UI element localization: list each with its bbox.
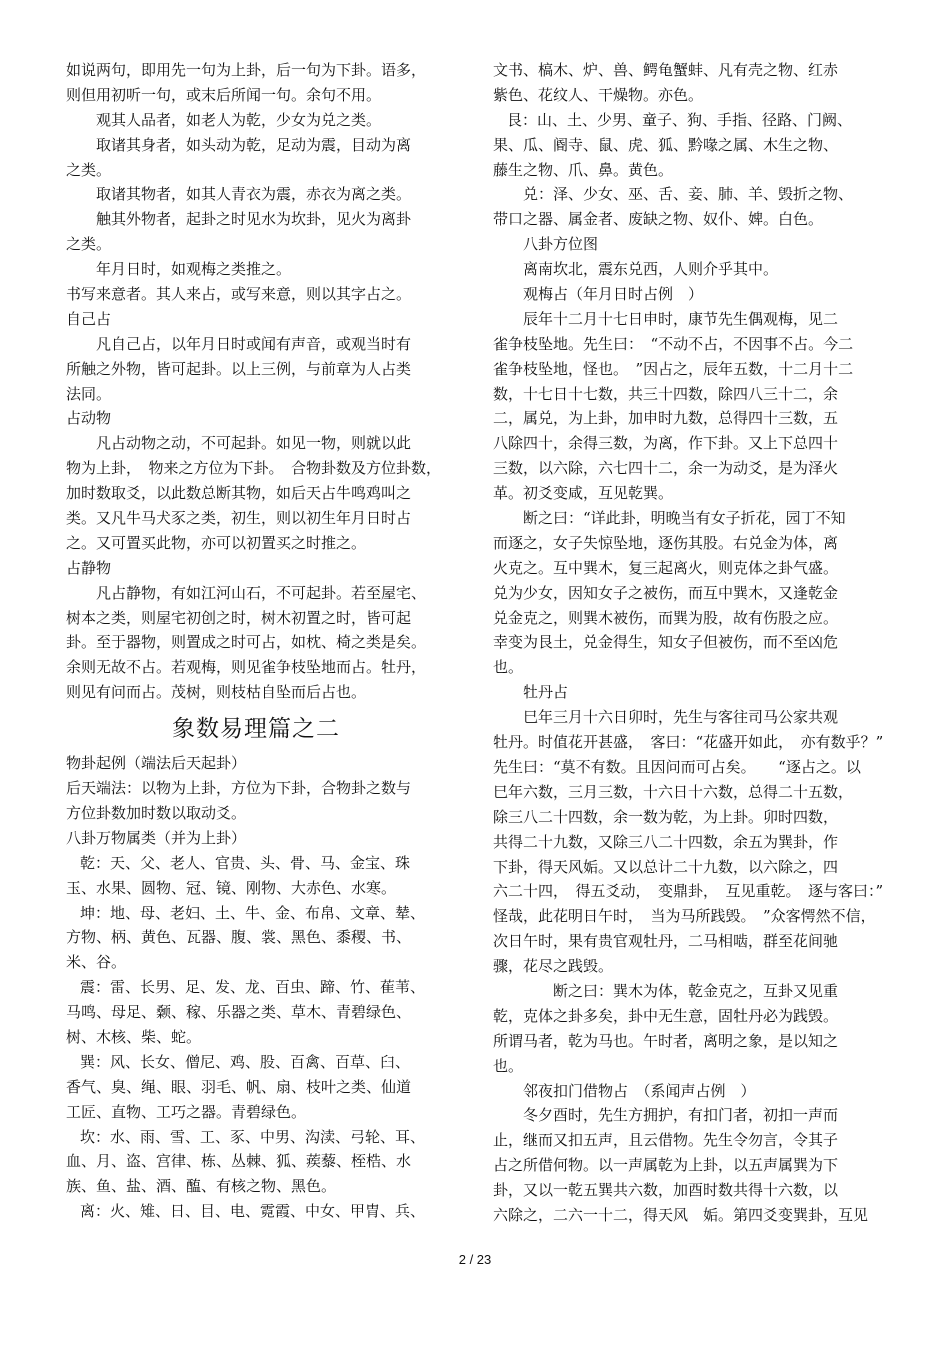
text-line: 幸变为艮土，兑金得生，知女子但被伤，而不至凶危 xyxy=(493,633,839,652)
text-line: 六除之，二六一十二，得天风 姤。第四爻变巽卦，互见 xyxy=(493,1205,869,1224)
text-line: 兑金克之，则巽木被伤，而巽为股，故有伤股之应。 xyxy=(493,608,839,627)
right-column xyxy=(493,58,883,1228)
text-line: 雀争枝坠地，怪也。 ”因占之，辰年五数，十二月十二 xyxy=(493,359,854,378)
left-text-block-1 xyxy=(66,58,446,705)
text-line: 卦，又以一乾五巽共六数，加酉时数共得十六数，以 xyxy=(493,1181,839,1200)
text-line: 凡占动物之动，不可起卦。如见一物，则就以此 xyxy=(96,434,412,453)
text-line: 血、月、盗、宫律、栋、丛棘、狐、蒺藜、桎梏、水 xyxy=(66,1152,412,1171)
text-line: 书写来意者。其人来占，或写来意，则以其字占之。 xyxy=(66,285,412,304)
text-line: 震：雷、长男、足、发、龙、百虫、蹄、竹、萑苇、 xyxy=(80,978,426,997)
text-line: 离南坎北，震东兑西，人则介乎其中。 xyxy=(523,260,779,279)
text-line: 数，十七日十七数，共三十四数，除四八三十二，余 xyxy=(493,384,839,403)
text-line: 马鸣、母足、颡、稼、乐器之类、草木、青碧绿色、 xyxy=(66,1003,412,1022)
text-line: 藤生之物、爪、鼻。黄色。 xyxy=(493,160,674,179)
text-line: 凡占静物，有如江河山石，不可起卦。若至屋宅、 xyxy=(96,583,427,602)
text-line: 骤，花尽之践毁。 xyxy=(493,957,614,976)
text-line: 树、木核、柴、蛇。 xyxy=(66,1027,202,1046)
page-number: 2 / 23 xyxy=(458,1252,492,1267)
text-line: 所谓马者，乾为马也。午时者，离明之象，是以知之 xyxy=(493,1031,839,1050)
text-line: 果、瓜、阍寺、鼠、虎、狐、黔喙之属、木生之物、 xyxy=(493,135,839,154)
left-column xyxy=(66,58,446,1224)
text-line: 凡自己占，以年月日时或闻有声音，或观当时有 xyxy=(96,334,412,353)
text-line: 六二十四， 得五爻动， 变鼎卦， 互见重乾。 逐与客曰：” xyxy=(493,882,884,901)
text-line: 断之曰：巽木为体，乾金克之，互卦又见重 xyxy=(553,981,839,1000)
text-line: 辰年十二月十七日申时，康节先生偶观梅，见二 xyxy=(523,309,839,328)
text-line: 紫色、花纹人、干燥物。亦色。 xyxy=(493,85,704,104)
text-line: 断之曰：“详此卦，明晚当有女子折花，园丁不知 xyxy=(523,509,846,528)
right-text-block xyxy=(493,58,883,1228)
text-line: 也。 xyxy=(493,1056,524,1075)
text-line: 也。 xyxy=(493,658,524,677)
text-line: 先生曰：“莫不有数。且因问而可占矣。 “逐占之。以 xyxy=(493,757,861,776)
text-line: 火克之。互中巽木，复三起离火，则克体之卦气盛。 xyxy=(493,558,839,577)
text-line: 则见有问而占。茂树，则枝枯自坠而后占也。 xyxy=(66,683,367,702)
text-line: 坤：地、母、老妇、土、牛、金、布帛、文章、辇、 xyxy=(80,903,426,922)
text-line: 下卦，得天风姤。又以总计二十九数，以六除之，四 xyxy=(493,857,839,876)
text-line: 兑为少女，因知女子之被伤，而互中巽木，又逢乾金 xyxy=(493,583,839,602)
text-line: 乾，克体之卦多矣，卦中无生意，固牡丹必为践毁。 xyxy=(493,1006,839,1025)
text-line: 物卦起例（端法后天起卦） xyxy=(66,754,247,773)
text-line: 自己占 xyxy=(66,309,112,328)
text-line: 二，属兑，为上卦，加申时九数，总得四十三数，五 xyxy=(493,409,839,428)
text-line: 次日午时，果有贵官观牡丹，二马相啮，群至花间驰 xyxy=(493,932,839,951)
text-line: 文书、槁木、炉、兽、鳄龟蟹蚌、凡有壳之物、红赤 xyxy=(493,61,839,79)
text-line: 巳年六数，三月三数，十六日十六数，总得二十五数， xyxy=(493,782,854,801)
text-line: 带口之器、属金者、废缺之物、奴仆、婢。白色。 xyxy=(493,210,824,229)
text-line: 加时数取爻，以此数总断其物，如后天占牛鸣鸡叫之 xyxy=(66,484,412,503)
section-heading: 象数易理篇之二 xyxy=(172,716,340,743)
text-line: 方物、柄、黄色、瓦器、腹、裳、黑色、黍稷、书、 xyxy=(66,928,412,947)
text-line: 占之所借何物。以一声属乾为上卦，以五声属巽为下 xyxy=(493,1156,839,1175)
text-line: 余则无故不占。若观梅，则见雀争枝坠地而占。牡丹， xyxy=(66,658,427,677)
text-line: 后天端法：以物为上卦，方位为下卦，合物卦之数与 xyxy=(66,779,412,798)
text-line: 革。初爻变咸，互见乾巽。 xyxy=(493,484,674,503)
text-line: 则但用初听一句，或末后所闻一句。余句不用。 xyxy=(66,85,382,104)
text-line: 离：火、雉、日、目、电、霓霞、中女、甲胄、兵、 xyxy=(80,1202,426,1221)
text-line: 观其人品者，如老人为乾，少女为兑之类。 xyxy=(96,110,382,129)
text-line: 八除四十，余得三数，为离，作下卦。又上下总四十 xyxy=(493,434,839,453)
text-line: 八卦万物属类（并为上卦） xyxy=(66,828,247,847)
text-line: 物为上卦， 物来之方位为下卦。 合物卦数及方位卦数， xyxy=(66,459,442,478)
text-line: 巳年三月十六日卯时，先生与客往司马公家共观 xyxy=(523,708,839,727)
text-line: 兑：泽、少女、巫、舌、妾、肺、羊、毁折之物、 xyxy=(523,185,854,204)
text-line: 之类。 xyxy=(66,160,112,179)
text-line: 共得二十九数，又除三八二十四数，余五为巽卦，作 xyxy=(493,832,839,851)
text-line: 占静物 xyxy=(66,558,112,577)
text-line: 法同。 xyxy=(66,384,112,403)
text-line: 三数，以六除，六七四十二，余一为动爻，是为泽火 xyxy=(493,459,839,478)
text-line: 取诸其物者，如其人青衣为震，赤衣为离之类。 xyxy=(96,185,412,204)
text-line: 八卦方位图 xyxy=(523,235,599,254)
text-line: 之类。 xyxy=(66,235,112,254)
text-line: 玉、水果、圆物、冠、镜、刚物、大赤色、水寒。 xyxy=(66,878,397,897)
text-line: 怪哉，此花明日午时， 当为马所践毁。 ”众客愕然不信， xyxy=(493,907,876,926)
text-line: 冬夕酉时，先生方拥护，有扣门者，初扣一声而 xyxy=(523,1106,839,1125)
text-line: 巽：风、长女、僧尼、鸡、股、百禽、百草、臼、 xyxy=(80,1052,411,1071)
text-line: 牡丹。时值花开甚盛， 客曰：“花盛开如此， 亦有数乎？” xyxy=(493,733,884,752)
text-line: 类。又凡牛马犬豕之类，初生，则以初生年月日时占 xyxy=(66,509,412,528)
text-line: 而逐之，女子失惊坠地，逐伤其股。右兑金为体，离 xyxy=(493,533,839,552)
text-line: 所触之外物，皆可起卦。以上三例，与前章为人占类 xyxy=(66,359,412,378)
text-line: 触其外物者，起卦之时见水为坎卦，见火为离卦 xyxy=(96,210,412,229)
text-line: 止，继而又扣五声，且云借物。先生令勿言，令其子 xyxy=(493,1131,839,1150)
text-line: 邻夜扣门借物占 （系闻声占例 ） xyxy=(523,1081,756,1100)
text-line: 雀争枝坠地。先生曰： “不动不占，不因事不占。今二 xyxy=(493,334,854,353)
text-line: 艮：山、土、少男、童子、狗、手指、径路、门阙、 xyxy=(507,110,853,129)
text-line: 乾：天、父、老人、官贵、头、骨、马、金宝、珠 xyxy=(80,853,411,872)
text-line: 牡丹占 xyxy=(523,683,569,702)
text-line: 族、鱼、盐、酒、醢、有核之物、黑色。 xyxy=(66,1177,337,1196)
text-line: 取诸其身者，如头动为乾，足动为震，目动为离 xyxy=(96,135,412,154)
text-line: 观梅占（年月日时占例 ） xyxy=(523,285,704,304)
text-line: 除三八二十四数，余一数为乾，为上卦。卯时四数， xyxy=(493,807,839,826)
text-line: 工匠、直物、工巧之器。青碧绿色。 xyxy=(66,1102,307,1121)
text-line: 之。又可置买此物，亦可以初置买之时推之。 xyxy=(66,533,367,552)
text-line: 年月日时，如观梅之类推之。 xyxy=(96,260,292,279)
text-line: 如说两句，即用先一句为上卦，后一句为下卦。语多， xyxy=(66,61,427,79)
left-text-block-2 xyxy=(66,751,446,1224)
text-line: 树本之类，则屋宅初创之时，树木初置之时，皆可起 xyxy=(66,608,412,627)
text-line: 米、谷。 xyxy=(66,953,127,972)
text-line: 方位卦数加时数以取动爻。 xyxy=(66,803,247,822)
text-line: 卦。至于器物，则置成之时可占，如枕、椅之类是矣。 xyxy=(66,633,427,652)
text-line: 占动物 xyxy=(66,409,112,428)
text-line: 坎：水、雨、雪、工、豕、中男、沟渎、弓轮、耳、 xyxy=(80,1127,426,1146)
text-line: 香气、臭、绳、眼、羽毛、帆、扇、枝叶之类、仙道 xyxy=(66,1077,412,1096)
